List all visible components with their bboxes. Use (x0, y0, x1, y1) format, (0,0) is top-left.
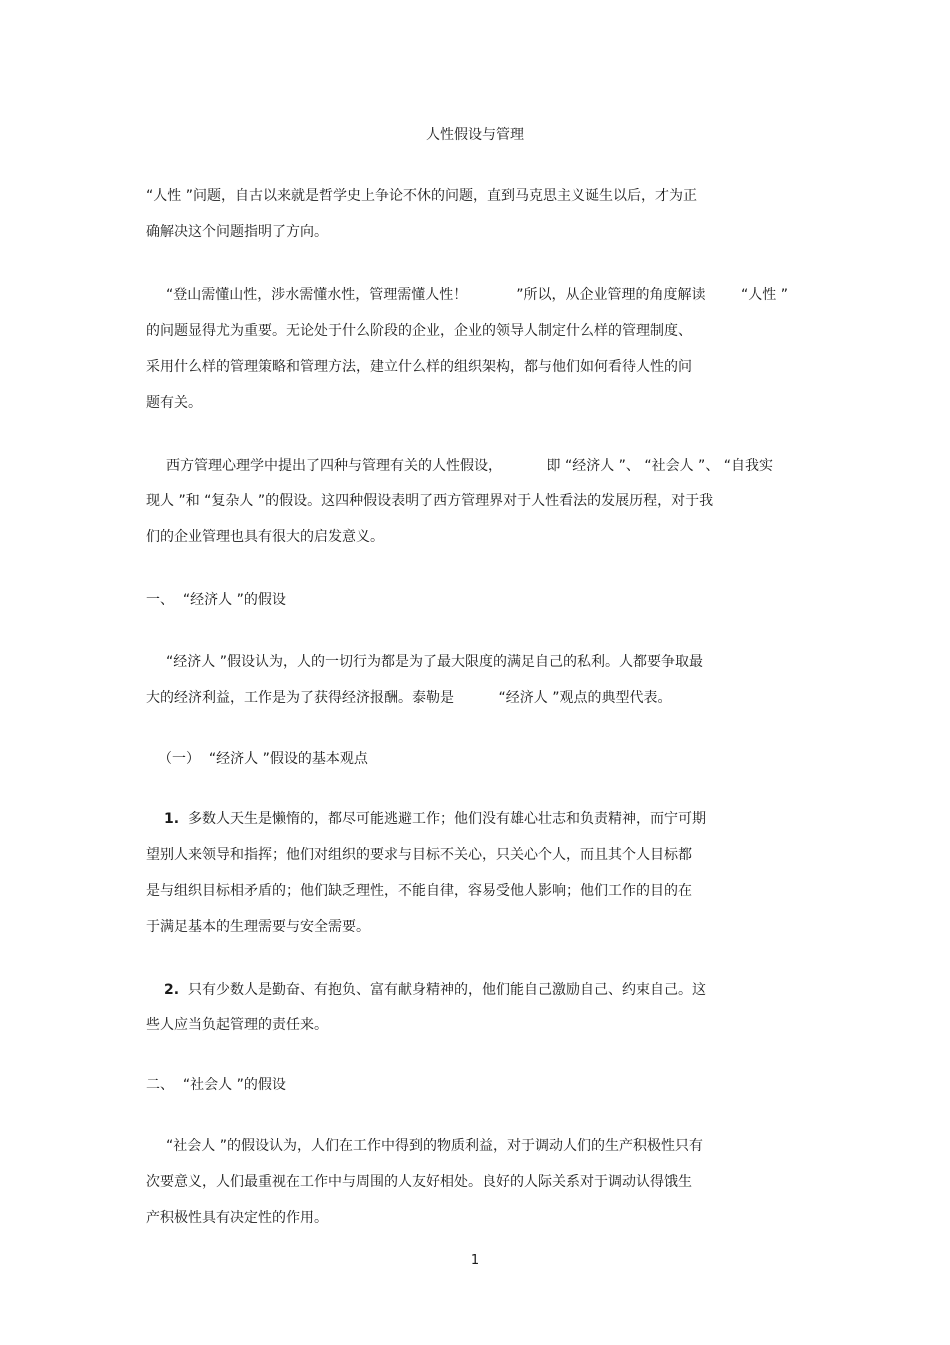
list-item (164, 810, 706, 828)
list-item (164, 981, 706, 999)
page-number: 1 (470, 1253, 480, 1268)
list-item-number: 1. (164, 811, 180, 827)
paragraph-line: 于满足基本的生理需要与安全需要。 (146, 919, 370, 935)
paragraph-line: 现人 ”和 “复杂人 ”的假设。这四种假设表明了西方管理界对于人性看法的发展历程，对于我 (146, 493, 714, 509)
list-item-text: 多数人天生是懒惰的，都尽可能逃避工作；他们没有雄心壮志和负责精神，而宁可期 (187, 811, 706, 827)
paragraph-line: 望别人来领导和指挥；他们对组织的要求与目标不关心，只关心个人，而且其个人目标都 (146, 847, 692, 863)
section-heading: 二、 “社会人 ”的假设 (146, 1077, 286, 1093)
paragraph-line: 题有关。 (146, 395, 202, 411)
subsection-heading: （一） “经济人 ”假设的基本观点 (158, 751, 368, 767)
paragraph-line: 采用什么样的管理策略和管理方法，建立什么样的组织架构，都与他们如何看待人性的问 (146, 359, 692, 375)
paragraph-line: 们的企业管理也具有很大的启发意义。 (146, 529, 384, 545)
paragraph-line: 是与组织目标相矛盾的；他们缺乏理性，不能自律，容易受他人影响；他们工作的目的在 (146, 883, 692, 899)
list-item-number: 2. (164, 982, 180, 998)
paragraph-line: “经济人 ”假设认为，人的一切行为都是为了最大限度的满足自己的私利。人都要争取最 (166, 654, 703, 670)
section-heading: 一、 “经济人 ”的假设 (146, 592, 286, 608)
paragraph-line: 产积极性具有决定性的作用。 (146, 1210, 328, 1226)
list-item-text: 只有少数人是勤奋、有抱负、富有献身精神的，他们能自己激励自己、约束自己。这 (187, 982, 706, 998)
paragraph-line: 确解决这个问题指明了方向。 (146, 224, 328, 240)
paragraph-line: 次要意义，人们最重视在工作中与周围的人友好相处。良好的人际关系对于调动认得饿生 (146, 1174, 692, 1190)
paragraph-line: “人性 ”问题，自古以来就是哲学史上争论不休的问题，直到马克思主义诞生以后，才为正 (146, 188, 697, 204)
paragraph-line: 大的经济利益，工作是为了获得经济报酬。泰勒是 “经济人 ”观点的典型代表。 (146, 690, 672, 706)
paragraph-line: “社会人 ”的假设认为，人们在工作中得到的物质利益，对于调动人们的生产积极性只有 (166, 1138, 703, 1154)
page-title: 人性假设与管理 (426, 127, 524, 143)
paragraph-line: 的问题显得尤为重要。无论处于什么阶段的企业，企业的领导人制定什么样的管理制度、 (146, 323, 692, 339)
paragraph-line: 西方管理心理学中提出了四种与管理有关的人性假设， 即 “经济人 ”、 “社会人 ”、 “自我实 (166, 458, 774, 474)
paragraph-line: “登山需懂山性，涉水需懂水性，管理需懂人性！ ”所以，从企业管理的角度解读 “人性 ” (166, 287, 789, 303)
paragraph-line: 些人应当负起管理的责任来。 (146, 1017, 328, 1033)
